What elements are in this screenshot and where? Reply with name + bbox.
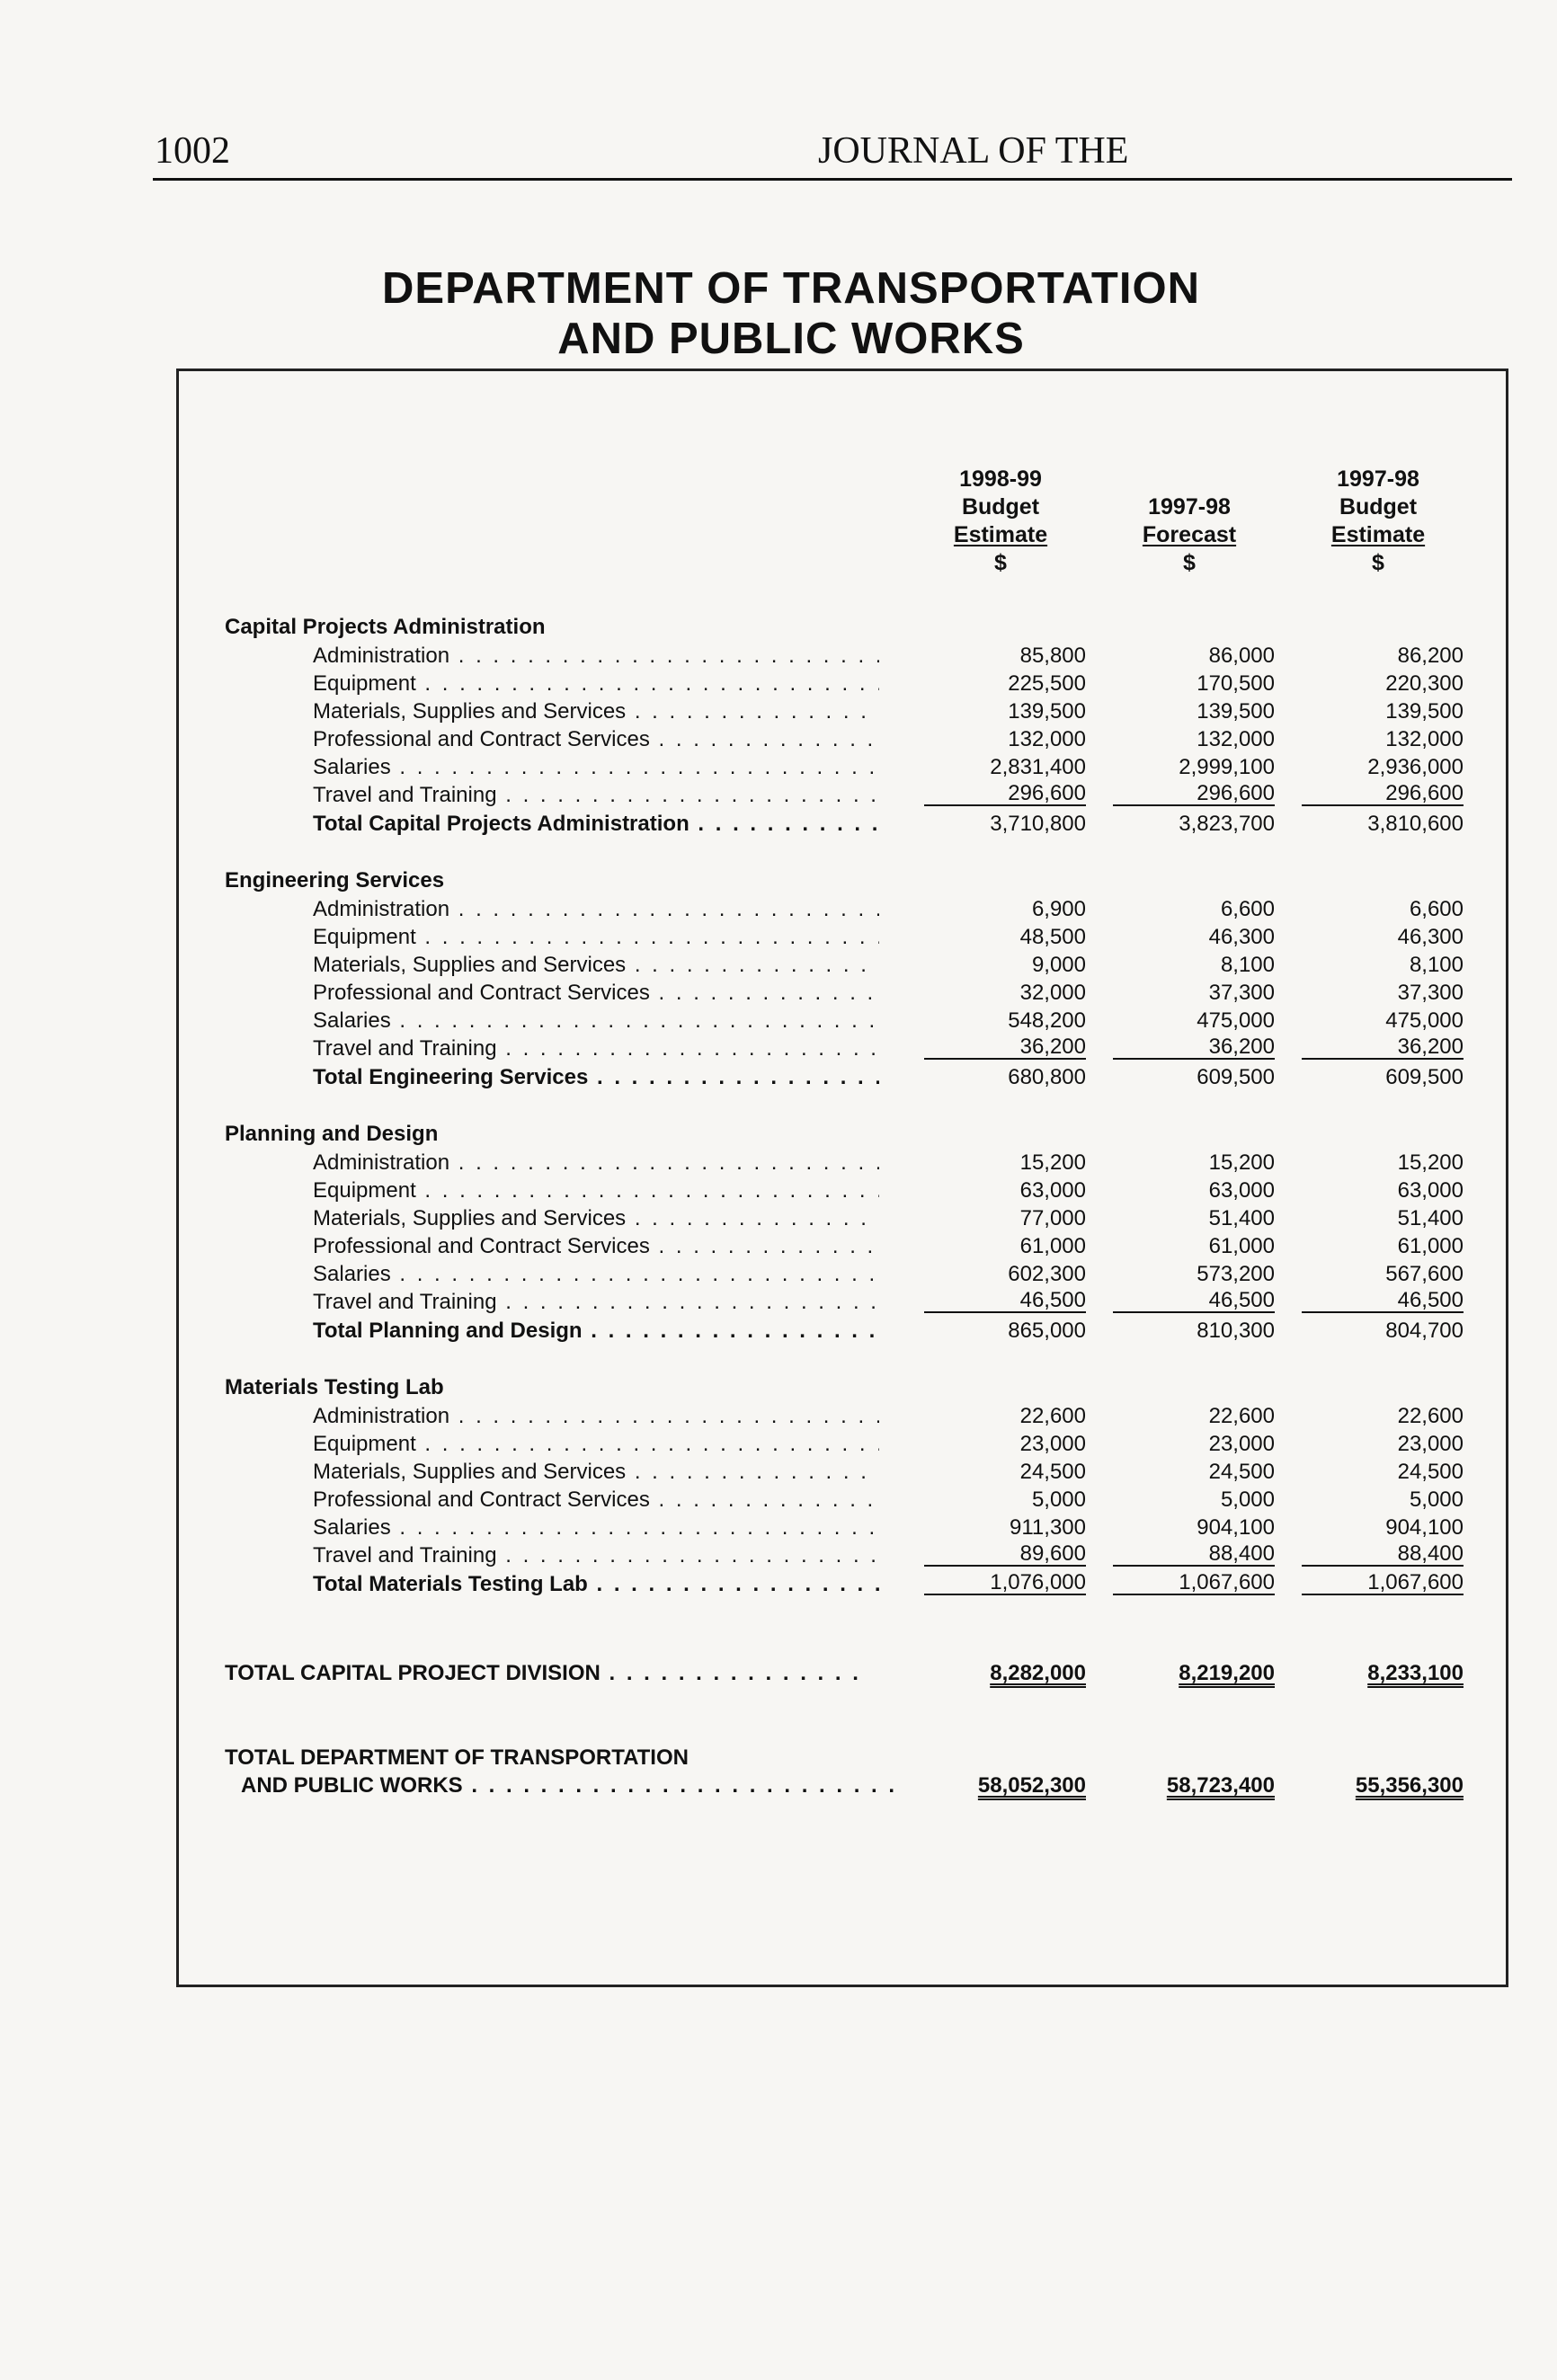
value-estimate: 2,936,000	[1367, 755, 1464, 779]
value-1998-99: 32,000	[1019, 981, 1086, 1005]
row-label: Travel and Training . . .	[313, 1290, 879, 1315]
value-estimate: 51,400	[1397, 1206, 1464, 1230]
value-forecast: 139,500	[1197, 699, 1275, 724]
value-forecast: 573,200	[1197, 1262, 1275, 1286]
row-label: Total Capital Projects Administration . . .	[313, 812, 879, 837]
value-estimate: 37,300	[1397, 981, 1464, 1005]
value-1998-99: 8,282,000	[990, 1661, 1086, 1685]
subtotal-row	[313, 812, 1464, 839]
value-estimate: 23,000	[1397, 1432, 1464, 1456]
value-forecast: 8,100	[1220, 953, 1275, 977]
table-row	[313, 699, 1464, 726]
table-row	[313, 1150, 1464, 1177]
row-label: Administration . . .	[313, 897, 879, 922]
value-1998-99: 63,000	[1019, 1178, 1086, 1203]
value-forecast: 88,400	[1113, 1543, 1275, 1567]
value-estimate: 15,200	[1397, 1150, 1464, 1175]
total-division-text: TOTAL CAPITAL PROJECT DIVISION	[225, 1661, 601, 1685]
value-1998-99: 548,200	[1008, 1008, 1086, 1033]
value-estimate: 36,200	[1302, 1036, 1464, 1060]
row-label: Professional and Contract Services . . .	[313, 727, 879, 752]
table-row	[313, 727, 1464, 754]
value-forecast: 86,000	[1208, 644, 1275, 668]
column-header-line: Estimate	[953, 522, 1048, 547]
section-heading: Materials Testing Lab	[225, 1375, 444, 1399]
value-estimate: 220,300	[1385, 671, 1464, 696]
row-label: Professional and Contract Services . . .	[313, 981, 879, 1006]
column-header-line: Estimate	[1330, 522, 1426, 547]
row-label: Materials, Supplies and Services . . .	[313, 1206, 879, 1231]
row-label: Travel and Training . . .	[313, 783, 879, 808]
column-header-line	[1086, 466, 1293, 493]
value-forecast: 475,000	[1197, 1008, 1275, 1033]
value-estimate: 567,600	[1385, 1262, 1464, 1286]
value-forecast: 296,600	[1113, 783, 1275, 806]
value-estimate: 22,600	[1397, 1404, 1464, 1428]
value-1998-99: 15,200	[1019, 1150, 1086, 1175]
row-label: Travel and Training . . .	[313, 1036, 879, 1061]
column-header-1998-99-estimate	[897, 466, 1104, 577]
value-1998-99: 9,000	[1031, 953, 1086, 977]
value-estimate: 86,200	[1397, 644, 1464, 668]
column-header-line: Budget	[1339, 494, 1418, 520]
value-forecast: 46,300	[1208, 925, 1275, 949]
value-1998-99: 602,300	[1008, 1262, 1086, 1286]
value-forecast: 6,600	[1220, 897, 1275, 921]
row-label: Total Engineering Services . . .	[313, 1065, 879, 1090]
row-label: Professional and Contract Services . . .	[313, 1488, 879, 1513]
table-row	[313, 1008, 1464, 1035]
table-row	[313, 1404, 1464, 1431]
value-estimate: 3,810,600	[1367, 812, 1464, 836]
table-row	[313, 981, 1464, 1008]
column-header-line: 1998-99	[959, 466, 1042, 492]
column-header-line: $	[1183, 550, 1196, 575]
row-label: Travel and Training . . .	[313, 1543, 879, 1568]
value-estimate: 55,356,300	[1355, 1773, 1464, 1798]
title-line-1: DEPARTMENT OF TRANSPORTATION	[382, 264, 1200, 313]
value-estimate: 904,100	[1385, 1515, 1464, 1540]
value-estimate: 139,500	[1385, 699, 1464, 724]
value-estimate: 8,233,100	[1367, 1661, 1464, 1685]
value-1998-99: 24,500	[1019, 1460, 1086, 1484]
value-forecast: 63,000	[1208, 1178, 1275, 1203]
value-estimate: 88,400	[1302, 1543, 1464, 1567]
row-label: Salaries . . .	[313, 1262, 879, 1287]
value-1998-99: 911,300	[1010, 1515, 1086, 1540]
value-forecast: 5,000	[1220, 1488, 1275, 1512]
value-1998-99: 225,500	[1008, 671, 1086, 696]
value-forecast: 170,500	[1197, 671, 1275, 696]
value-1998-99: 58,052,300	[977, 1773, 1086, 1798]
column-header-line: $	[994, 550, 1007, 575]
section-heading: Planning and Design	[225, 1122, 439, 1146]
value-forecast: 24,500	[1208, 1460, 1275, 1484]
value-estimate: 24,500	[1397, 1460, 1464, 1484]
total-division-label: TOTAL CAPITAL PROJECT DIVISION . . . . . . . . . . . . . . .	[225, 1661, 861, 1685]
value-forecast: 58,723,400	[1166, 1773, 1275, 1798]
value-1998-99: 3,710,800	[990, 812, 1086, 836]
value-forecast: 23,000	[1208, 1432, 1275, 1456]
row-label: Materials, Supplies and Services . . .	[313, 953, 879, 978]
table-row	[313, 1460, 1464, 1487]
value-1998-99: 46,500	[924, 1290, 1086, 1313]
column-header-1997-98-estimate	[1275, 466, 1481, 577]
value-1998-99: 296,600	[924, 783, 1086, 806]
value-forecast: 1,067,600	[1113, 1572, 1275, 1595]
table-row	[313, 1036, 1464, 1063]
column-header-line: 1997-98	[1148, 494, 1231, 520]
row-label: Administration . . .	[313, 644, 879, 669]
table-row	[313, 1206, 1464, 1233]
value-1998-99: 865,000	[1008, 1319, 1086, 1343]
table-row	[313, 925, 1464, 952]
row-label: Salaries . . .	[313, 1008, 879, 1034]
page-number: 1002	[155, 130, 230, 172]
page-header	[153, 124, 1512, 181]
value-1998-99: 132,000	[1008, 727, 1086, 751]
row-label: Administration . . .	[313, 1404, 879, 1429]
table-row	[313, 644, 1464, 670]
row-label: Equipment . . .	[313, 1432, 879, 1457]
value-forecast: 2,999,100	[1179, 755, 1275, 779]
value-estimate: 8,100	[1409, 953, 1464, 977]
total-department-label-line-1: TOTAL DEPARTMENT OF TRANSPORTATION	[225, 1745, 689, 1770]
row-label: Equipment . . .	[313, 671, 879, 697]
row-label: Salaries . . .	[313, 1515, 879, 1541]
value-estimate: 46,300	[1397, 925, 1464, 949]
row-label: Total Materials Testing Lab . . .	[313, 1572, 879, 1597]
value-estimate: 475,000	[1385, 1008, 1464, 1033]
subtotal-row	[313, 1319, 1464, 1345]
value-1998-99: 23,000	[1019, 1432, 1086, 1456]
table-row	[313, 783, 1464, 810]
row-label: Materials, Supplies and Services . . .	[313, 1460, 879, 1485]
value-estimate: 132,000	[1385, 727, 1464, 751]
section-heading: Engineering Services	[225, 868, 445, 892]
row-label: Equipment . . .	[313, 1178, 879, 1203]
value-forecast: 810,300	[1197, 1319, 1275, 1343]
row-label: Administration . . .	[313, 1150, 879, 1176]
value-estimate: 5,000	[1409, 1488, 1464, 1512]
column-header-line: Budget	[961, 494, 1040, 520]
value-estimate: 6,600	[1409, 897, 1464, 921]
row-label: Salaries . . .	[313, 755, 879, 780]
value-forecast: 3,823,700	[1179, 812, 1275, 836]
value-1998-99: 1,076,000	[924, 1572, 1086, 1595]
value-1998-99: 48,500	[1019, 925, 1086, 949]
value-estimate: 296,600	[1302, 783, 1464, 806]
column-header-1997-98-forecast	[1086, 466, 1293, 577]
table-row	[313, 1488, 1464, 1514]
value-1998-99: 139,500	[1008, 699, 1086, 724]
value-estimate: 63,000	[1397, 1178, 1464, 1203]
value-estimate: 1,067,600	[1302, 1572, 1464, 1595]
value-estimate: 46,500	[1302, 1290, 1464, 1313]
total-department-row	[313, 1773, 1464, 1800]
value-forecast: 36,200	[1113, 1036, 1275, 1060]
value-estimate: 804,700	[1385, 1319, 1464, 1343]
table-row	[313, 1290, 1464, 1317]
value-1998-99: 5,000	[1031, 1488, 1086, 1512]
table-row	[313, 1543, 1464, 1570]
value-1998-99: 77,000	[1019, 1206, 1086, 1230]
table-row	[313, 1178, 1464, 1205]
table-row	[313, 671, 1464, 698]
value-forecast: 46,500	[1113, 1290, 1275, 1313]
value-1998-99: 61,000	[1019, 1234, 1086, 1258]
value-forecast: 8,219,200	[1179, 1661, 1275, 1685]
subtotal-row	[313, 1572, 1464, 1599]
section-heading: Capital Projects Administration	[225, 615, 546, 639]
column-header-line: $	[1372, 550, 1384, 575]
subtotal-row	[313, 1065, 1464, 1092]
value-1998-99: 85,800	[1019, 644, 1086, 668]
value-forecast: 61,000	[1208, 1234, 1275, 1258]
value-1998-99: 680,800	[1008, 1065, 1086, 1089]
value-estimate: 609,500	[1385, 1065, 1464, 1089]
total-department-text: AND PUBLIC WORKS	[241, 1773, 463, 1798]
row-label: Total Planning and Design . . .	[313, 1319, 879, 1344]
total-department-label-line-2: AND PUBLIC WORKS . . . . . . . . . . . . . . . . . . . . . . . . .	[241, 1773, 898, 1798]
value-forecast: 15,200	[1208, 1150, 1275, 1175]
row-label: Equipment . . .	[313, 925, 879, 950]
journal-title: JOURNAL OF THE	[818, 130, 1129, 172]
total-division-row	[313, 1661, 1464, 1688]
value-forecast: 37,300	[1208, 981, 1275, 1005]
table-row	[313, 755, 1464, 782]
value-forecast: 51,400	[1208, 1206, 1275, 1230]
value-estimate: 61,000	[1397, 1234, 1464, 1258]
value-1998-99: 2,831,400	[990, 755, 1086, 779]
value-forecast: 22,600	[1208, 1404, 1275, 1428]
table-row	[313, 897, 1464, 924]
value-forecast: 132,000	[1197, 727, 1275, 751]
value-1998-99: 6,900	[1031, 897, 1086, 921]
value-forecast: 609,500	[1197, 1065, 1275, 1089]
table-row	[313, 1515, 1464, 1542]
row-label: Materials, Supplies and Services . . .	[313, 699, 879, 724]
column-header-line: Forecast	[1142, 522, 1237, 547]
column-header-line: 1997-98	[1337, 466, 1419, 492]
document-title	[297, 263, 1286, 364]
table-row	[313, 1262, 1464, 1289]
value-1998-99: 22,600	[1019, 1404, 1086, 1428]
value-forecast: 904,100	[1197, 1515, 1275, 1540]
value-1998-99: 89,600	[924, 1543, 1086, 1567]
table-row	[313, 1234, 1464, 1261]
title-line-2: AND PUBLIC WORKS	[557, 315, 1025, 363]
value-1998-99: 36,200	[924, 1036, 1086, 1060]
row-label: Professional and Contract Services . . .	[313, 1234, 879, 1259]
table-row	[313, 953, 1464, 980]
table-row	[313, 1432, 1464, 1459]
